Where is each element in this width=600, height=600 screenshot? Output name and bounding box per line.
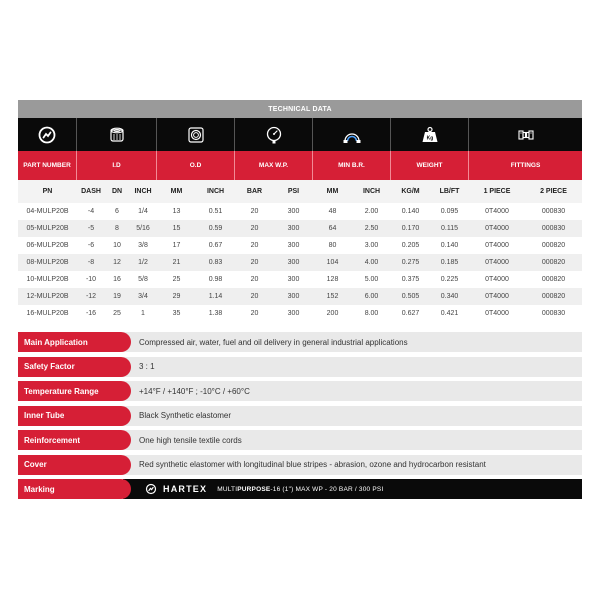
table-cell: 0.170 (401, 225, 420, 232)
spec-value: Compressed air, water, fuel and oil delivery in general industrial applications (123, 332, 582, 352)
col-header-psi: PSI (287, 188, 300, 195)
table-cell: 17 (172, 242, 181, 249)
table-cell: 000820 (541, 242, 566, 249)
spec-value: One high tensile textile cords (123, 430, 582, 450)
table-cell: 0T4000 (485, 208, 509, 215)
table-cell: 104 (326, 259, 339, 266)
table-cell: 5.00 (364, 276, 379, 283)
table-cell: 0.375 (401, 276, 420, 283)
col-header-od-inch: INCH (206, 188, 225, 195)
table-cell: 0.98 (208, 276, 223, 283)
table-cell: 8.00 (364, 310, 379, 317)
spec-label: Reinforcement (18, 430, 131, 450)
table-cell: 0.505 (401, 293, 420, 300)
bend-radius-icon (313, 118, 391, 151)
hose-outer-ring-icon (157, 118, 235, 151)
table-cell: 0.83 (208, 259, 223, 266)
table-cell: 04-MULP20B (26, 208, 69, 215)
table-cell: -10 (85, 276, 97, 283)
table-cell: 000820 (541, 276, 566, 283)
marking-brand: HARTEX (163, 484, 208, 494)
table-cell: 0.421 (440, 310, 459, 317)
table-cell: 25 (172, 276, 181, 283)
table-cell: 0.140 (401, 208, 420, 215)
table-cell: 0.140 (440, 242, 459, 249)
marking-rest: -16 (1") MAX WP - 20 BAR / 300 PSI (270, 485, 384, 493)
col-header-dash: DASH (81, 188, 101, 195)
spec-list (18, 332, 582, 504)
table-cell: 20 (250, 310, 259, 317)
table-cell: 128 (326, 276, 339, 283)
table-cell: 1.14 (208, 293, 223, 300)
table-cell: 0T4000 (485, 242, 509, 249)
table-cell: 12-MULP20B (26, 293, 69, 300)
table-cell: 0.115 (441, 225, 458, 232)
table-cell: 20 (250, 242, 259, 249)
table-cell: 0.275 (401, 259, 420, 266)
hartex-logo (145, 483, 207, 495)
table-cell: 20 (250, 208, 259, 215)
column-header-row (18, 180, 582, 203)
table-cell: 19 (113, 293, 121, 300)
table-cell: -5 (87, 225, 95, 232)
table-cell: 3.00 (364, 242, 379, 249)
category-od: O.D (157, 151, 235, 180)
spec-value: Black Synthetic elastomer (123, 406, 582, 426)
spec-label: Cover (18, 455, 131, 475)
table-cell: 0.340 (440, 293, 459, 300)
table-row (18, 203, 582, 220)
table-cell: 300 (287, 225, 300, 232)
spec-row (18, 406, 582, 426)
table-cell: 0.205 (401, 242, 420, 249)
table-cell: -6 (87, 242, 95, 249)
table-cell: 300 (287, 242, 300, 249)
spec-row-marking (18, 479, 582, 499)
table-cell: 000820 (541, 259, 566, 266)
category-id: I.D (77, 151, 157, 180)
spec-label: Safety Factor (18, 357, 131, 377)
col-header-1-piece: 1 PIECE (483, 188, 511, 195)
table-row (18, 254, 582, 271)
spec-label: Temperature Range (18, 381, 131, 401)
spec-label: Inner Tube (18, 406, 131, 426)
pressure-gauge-icon (235, 118, 313, 151)
spec-value: Red synthetic elastomer with longitudinal blue stripes - abrasion, ozone and hydrocarbon resistant (123, 455, 582, 475)
category-weight: WEIGHT (391, 151, 469, 180)
table-cell: 20 (250, 259, 259, 266)
col-header-pn: PN (42, 188, 53, 195)
table-cell: 20 (250, 225, 259, 232)
hose-logo-icon (18, 118, 77, 151)
svg-text:Kg: Kg (426, 135, 433, 141)
table-cell: 3/8 (138, 242, 148, 249)
table-cell: 10 (113, 242, 121, 249)
table-cell: 12 (113, 259, 121, 266)
table-cell: 64 (328, 225, 337, 232)
spec-value: 3 : 1 (123, 357, 582, 377)
marking-text (217, 486, 383, 493)
marking-prefix: MULTI (217, 485, 238, 493)
table-cell: 0.59 (208, 225, 223, 232)
hose-cross-section-icon (77, 118, 157, 151)
table-cell: 0.095 (440, 208, 459, 215)
spec-value-marking (123, 479, 582, 499)
table-cell: 0.67 (208, 242, 223, 249)
col-header-br-inch: INCH (362, 188, 381, 195)
spec-row (18, 455, 582, 475)
table-body (18, 203, 582, 322)
table-cell: 1 (141, 310, 145, 317)
table-cell: -12 (85, 293, 97, 300)
spec-label: Marking (18, 479, 131, 499)
spec-row (18, 430, 582, 450)
table-cell: 15 (172, 225, 181, 232)
icon-row (18, 118, 582, 151)
table-row (18, 305, 582, 322)
table-cell: -16 (85, 310, 97, 317)
col-header-lbft: LB/FT (439, 188, 460, 195)
table-cell: 300 (287, 259, 300, 266)
table-cell: 08-MULP20B (26, 259, 69, 266)
table-cell: 6.00 (364, 293, 379, 300)
category-max-wp: MAX W.P. (235, 151, 313, 180)
technical-data-table (18, 100, 582, 322)
table-cell: 0T4000 (485, 310, 509, 317)
spec-row (18, 332, 582, 352)
table-cell: -8 (87, 259, 95, 266)
table-cell: 152 (326, 293, 339, 300)
table-row (18, 237, 582, 254)
table-cell: 13 (172, 208, 181, 215)
table-cell: 8 (115, 225, 119, 232)
table-cell: 35 (172, 310, 181, 317)
table-cell: 29 (172, 293, 181, 300)
marking-bold: PURPOSE (237, 485, 271, 493)
table-cell: 300 (287, 208, 300, 215)
category-min-br: MIN B.R. (313, 151, 391, 180)
table-cell: 300 (287, 310, 300, 317)
table-cell: 0.185 (440, 259, 459, 266)
table-cell: 0.51 (208, 208, 223, 215)
spec-row (18, 357, 582, 377)
table-cell: 05-MULP20B (26, 225, 69, 232)
table-cell: 80 (328, 242, 337, 249)
col-header-kgm: KG/M (401, 188, 420, 195)
table-cell: 10-MULP20B (26, 276, 69, 283)
table-cell: 06-MULP20B (26, 242, 69, 249)
table-cell: 0T4000 (485, 276, 509, 283)
col-header-2-piece: 2 PIECE (540, 188, 567, 195)
table-cell: 25 (113, 310, 121, 317)
table-cell: 3/4 (138, 293, 148, 300)
table-cell: 000820 (541, 293, 566, 300)
table-cell: 20 (250, 276, 259, 283)
table-cell: 300 (287, 293, 300, 300)
table-cell: 200 (326, 310, 339, 317)
table-cell: 2.00 (364, 208, 379, 215)
col-header-br-mm: MM (326, 188, 339, 195)
table-cell: 0.225 (440, 276, 459, 283)
table-cell: 20 (250, 293, 259, 300)
table-cell: 0T4000 (485, 225, 509, 232)
hartex-logo-icon (145, 483, 157, 495)
spec-value: +14°F / +140°F ; -10°C / +60°C (123, 381, 582, 401)
category-part-number: PART NUMBER (18, 151, 77, 180)
table-cell: 000830 (541, 225, 566, 232)
table-cell: 21 (172, 259, 181, 266)
table-cell: 0T4000 (485, 293, 509, 300)
weight-icon (391, 118, 469, 151)
category-fittings: FITTINGS (510, 162, 541, 169)
table-cell: 0T4000 (485, 259, 509, 266)
spec-row (18, 381, 582, 401)
table-row (18, 271, 582, 288)
table-cell: 300 (287, 276, 300, 283)
table-title: TECHNICAL DATA (18, 100, 582, 118)
table-cell: 48 (328, 208, 337, 215)
table-cell: 0.627 (401, 310, 420, 317)
table-row (18, 220, 582, 237)
table-cell: 1/4 (138, 208, 148, 215)
table-cell: 2.50 (364, 225, 379, 232)
fittings-icon (469, 118, 582, 151)
col-header-dn: DN (111, 188, 123, 195)
category-header-row (18, 151, 582, 180)
spec-label: Main Application (18, 332, 131, 352)
table-cell: 5/8 (138, 276, 148, 283)
table-cell: 16-MULP20B (26, 310, 69, 317)
col-header-bar: BAR (246, 188, 263, 195)
table-cell: 1/2 (138, 259, 148, 266)
table-cell: -4 (87, 208, 95, 215)
table-row (18, 288, 582, 305)
table-cell: 4.00 (364, 259, 379, 266)
table-cell: 1.38 (208, 310, 223, 317)
table-cell: 000830 (541, 310, 566, 317)
table-cell: 5/16 (136, 225, 150, 232)
table-cell: 6 (115, 208, 119, 215)
table-cell: 16 (113, 276, 121, 283)
table-cell: 000830 (541, 208, 566, 215)
col-header-id-inch: INCH (134, 188, 152, 195)
col-header-od-mm: MM (170, 188, 183, 195)
